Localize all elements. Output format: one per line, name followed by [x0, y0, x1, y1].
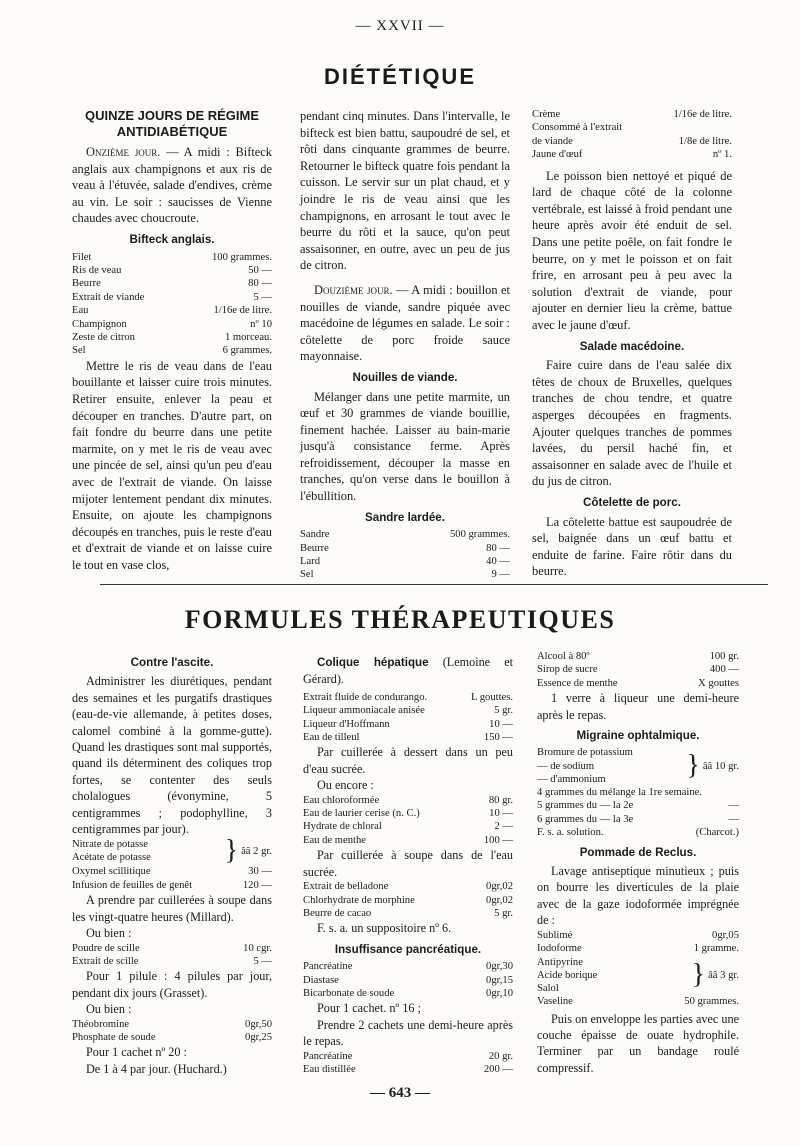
colique-dosage: Par cuillerée à dessert dans un peu d'eau sucrée.: [303, 745, 513, 776]
ascite-title: Contre l'ascite.: [130, 656, 214, 669]
insuffisance-title: Insuffisance pancréatique.: [334, 942, 482, 956]
reclus-title: Pommade de Reclus.: [579, 845, 697, 859]
recipe-row: Jaune d'œuf nº 1.: [532, 149, 732, 161]
cotelette-title: Côtelette de porc.: [583, 495, 681, 509]
recipe-row: Eau de laurier cerise (n. C.) 10 —: [303, 808, 513, 820]
bifteck-title: Bifteck anglais.: [129, 232, 215, 246]
section-divider: [100, 584, 768, 585]
huchard-note: De 1 à 4 par jour. (Huchard.): [86, 1061, 227, 1076]
bifteck-ingredients: [72, 251, 272, 358]
recipe-row: Iodoforme 1 gramme.: [537, 943, 739, 955]
recipe-row: Extrait de belladone 0gr,02: [303, 881, 513, 893]
recipe-row: Infusion de feuilles de genêt 120 —: [72, 879, 272, 891]
colique-title: Colique hépatique (Lemoine et Gérard).: [303, 655, 514, 687]
recipe-row: Crème 1/16e de litre.: [532, 109, 732, 120]
day-11-paragraph: Onzième jour. — A midi : Bifteck anglais aux champignons et aux ris de veau à l'étuvée, salade d'endives, crème au vin. Le soir : saucisses de Vienne chaudes avec choucroute.: [72, 145, 272, 226]
recipe-row: Essence de menthe X gouttes: [537, 677, 739, 689]
recipe-row: Sel 9 —: [300, 569, 510, 581]
recipe-row: Pancréatine 0gr,30: [303, 961, 513, 973]
column-dietetique-1: [72, 108, 272, 574]
ou-encore: Ou encore :: [317, 778, 374, 793]
recipe-row: Beurre 80 —: [300, 542, 510, 554]
potasse-group: Nitrate de potasse Acétate de potasse } ââ 2 gr.: [72, 835, 272, 867]
sandre-ingredients-continued: [532, 108, 732, 162]
recipe-row: Vaseline 50 grammes.: [537, 996, 739, 1008]
recipe-row: 4 grammes du mélange la 1re semaine.: [537, 787, 703, 799]
recipe-row: F. s. a. solution. (Charcot.): [537, 827, 739, 839]
recipe-row: Chlorhydrate de morphine 0gr,02: [303, 894, 513, 906]
salade-title: Salade macédoine.: [579, 339, 685, 353]
column-formules-1: [72, 650, 272, 1077]
recipe-row: Théobromine 0gr,50: [72, 1018, 272, 1030]
ou-bien-1: Ou bien :: [86, 926, 132, 941]
recipe-row: 5 grammes du — la 2e —: [537, 800, 739, 812]
recipe-row: Filet 100 grammes.: [72, 251, 272, 263]
nouilles-title: Nouilles de viande.: [352, 370, 458, 384]
antipyrine-group: Antipyrine Acide borique Salol } ââ 3 gr.: [537, 956, 739, 994]
bifteck-method: Mettre le ris de veau dans de l'eau bouillante et laisser cuire trois minutes. Retirer ensuite, enlever la peau et découper en tranches. D'autre part, on fait fondre du beurre dans une petite marmite, on y met le ris de veau avec une pincée de sel, ainsi qu'un peu d'eau avec de l'extrait de viande. On laisse mijoter lentement pendant dix minutes. Ensuite, on ajoute les champignons découpés en tranches, puis le reste d'eau et d'extrait de viande et on laisse cuire le tout en vase clos,: [72, 358, 272, 572]
cotelette-method: La côtelette battue est saupoudrée de sel, baignée dans un œuf battu et enduite de farine. Faire rôtir dans du beurre.: [532, 514, 732, 579]
column-dietetique-2: [300, 108, 510, 582]
day-12-paragraph: Douzième jour. — A midi : bouillon et nouilles de viande, sandre piquée avec macédoine de légumes en salade. Le soir : côtelette de porc froide sauce mayonnaise.: [300, 282, 510, 364]
column-formules-2: [303, 650, 513, 1076]
migraine-title: Migraine ophtalmique.: [576, 729, 700, 743]
recipe-row: Bicarbonate de soude 0gr,10: [303, 987, 513, 999]
section-title-formules: FORMULES THÉRAPEUTIQUES: [184, 605, 616, 634]
recipe-row: Oxymel scillitique 30 —: [72, 866, 272, 878]
recipe-row: Diastase 0gr,15: [303, 974, 513, 986]
recipe-row: Poudre de scille 10 cgr.: [72, 942, 272, 954]
column-formules-3: [537, 650, 739, 1076]
pancreatine-dosage: Prendre 2 cachets une demi-heure après le repas.: [303, 1017, 513, 1049]
recipe-row: Sirop de sucre 400 —: [537, 664, 739, 676]
recipe-row: Alcool à 80º 100 gr.: [537, 651, 739, 662]
recipe-row: Champignon nº 10: [72, 318, 272, 330]
recipe-row: Sandre 500 grammes.: [300, 529, 510, 541]
recipe-row: Sublimé 0gr,05: [537, 929, 739, 941]
recipe-row: Eau de tilleul 150 —: [303, 732, 513, 744]
liqueur-dosage: 1 verre à liqueur une demi-heure après le repas.: [537, 691, 739, 722]
recipe-row: 6 grammes du — la 3e —: [537, 813, 739, 825]
cachet-note: Pour 1 cachet nº 20 :: [86, 1045, 187, 1060]
column-dietetique-3: [532, 108, 732, 580]
sandre-title: Sandre lardée.: [365, 510, 445, 524]
bromure-group: Bromure de potassium — de sodium — d'ammonium } ââ 10 gr.: [537, 747, 739, 785]
recipe-row: Eau distillée 200 —: [303, 1063, 513, 1075]
recipe-row: Zeste de citron 1 morceau.: [72, 332, 272, 343]
regime-title: QUINZE JOURS DE RÉGIME ANTIDIABÉTIQUE: [84, 108, 260, 139]
recipe-row: Extrait de scille 5 —: [72, 955, 272, 967]
recipe-row: Consommé à l'extrait: [532, 122, 623, 134]
recipe-row: Eau chloroformée 80 gr.: [303, 794, 513, 806]
chloral-dosage: Par cuillerée à soupe dans de l'eau sucrée.: [303, 848, 513, 879]
ascite-intro: Administrer les diurétiques, pendant des semaines et les purgatifs drastiques (eau-de-vie allemande, à petites doses, calomel combiné à la gomme-gutte). Quand les drastiques sont mal supportés, quand ils déterminent des coliques trop fortes, se contenter des seuls cholalogues (évonymine, 5 centigrammes ; podophylline, 3 centigrammes par jour).: [72, 674, 272, 837]
recipe-row: Extrait de viande 5 —: [72, 291, 272, 303]
recipe-row: Liqueur ammoniacale anisée 5 gr.: [303, 705, 513, 717]
scille-dosage: Pour 1 pilule : 4 pilules par jour, pendant dix jours (Grasset).: [72, 969, 272, 1000]
recipe-row: Sel 6 grammes.: [72, 345, 272, 357]
recipe-row: de viande 1/8e de litre.: [532, 135, 732, 147]
bifteck-method-continued: pendant cinq minutes. Dans l'intervalle, le bifteck est bien battu, saupoudré de sel, et rôti dans cinquante grammes de beurre. Retourner le bifteck quatre fois pendant la cuisson. Le servir sur un plat chaud, et y joindre le ris de veau ainsi que les champignons, en arrosant le tout avec le beurre du rôti et la sauce, qu'on peut assaisonner, en outre, avec un peu de jus de citron.: [300, 109, 510, 273]
section-title-dietetique: DIÉTÉTIQUE: [323, 64, 476, 89]
page-header: — XXVII —: [355, 18, 445, 34]
pancreatine-cachet: Pour 1 cachet. nº 16 ;: [317, 1001, 421, 1016]
poisson-method: Le poisson bien nettoyé et piqué de lard de chaque côté de la colonne vertébrale, est laissé à froid pendant une heure après avoir été enduit de sel. Dans une petite poêle, on fait fondre le beurre, on y met le poisson et on fait frire, en arrosant peu à peu avec la solution d'extrait de viande, pour ajouter en dernier lieu la crème, battue avec le jaune d'œuf.: [532, 168, 732, 332]
recipe-row: Phosphate de soude 0gr,25: [72, 1031, 272, 1043]
recipe-row: Pancréatine 20 gr.: [303, 1050, 513, 1062]
sandre-ingredients: [300, 528, 510, 582]
ou-bien-2: Ou bien :: [86, 1002, 132, 1017]
recipe-row: Eau de menthe 100 —: [303, 834, 513, 846]
recipe-row: Lard 40 —: [300, 556, 510, 568]
recipe-row: Beurre 80 —: [72, 278, 272, 290]
recipe-row: Hydrate de chloral 2 —: [303, 821, 513, 833]
recipe-row: Beurre de cacao 5 gr.: [303, 907, 513, 919]
nouilles-method: Mélanger dans une petite marmite, un œuf et 30 grammes de viande bouillie, finement hachée. Laisser au bain-marie jusqu'à consistance ferme. Après refroidissement, découper la masse en tranches, qu'on verse dans le bouillon à l'ébullition.: [300, 389, 510, 504]
reclus-final: Puis on enveloppe les parties avec une couche épaisse de ouate hydrophile. Terminer par un bandage roulé compressif.: [537, 1011, 739, 1075]
reclus-method: Lavage antiseptique minutieux ; puis on bourre les diverticules de la plaie avec de la gaze iodoformée imprégnée de :: [537, 864, 739, 928]
recipe-row: Liqueur d'Hoffmann 10 —: [303, 718, 513, 730]
page-number: — 643 —: [370, 1085, 430, 1101]
salade-method: Faire cuire dans de l'eau salée dix têtes de choux de Bruxelles, quelques tranches de chou tendre, et quatre asperges découpées en fragments. Ajouter quelques tranches de pommes lavées, du persil haché fin, et assaisonner en salade avec de l'huile et du jus de citron.: [532, 358, 732, 489]
ascite-dosage: A prendre par cuillerées à soupe dans les vingt-quatre heures (Millard).: [72, 893, 272, 924]
recipe-row: Extrait fluide de condurango. L gouttes.: [303, 691, 513, 703]
suppositoire-note: F. s. a. un suppositoire nº 6.: [317, 921, 452, 936]
recipe-row: Eau 1/16e de litre.: [72, 305, 272, 317]
recipe-row: Ris de veau 50 —: [72, 264, 272, 276]
